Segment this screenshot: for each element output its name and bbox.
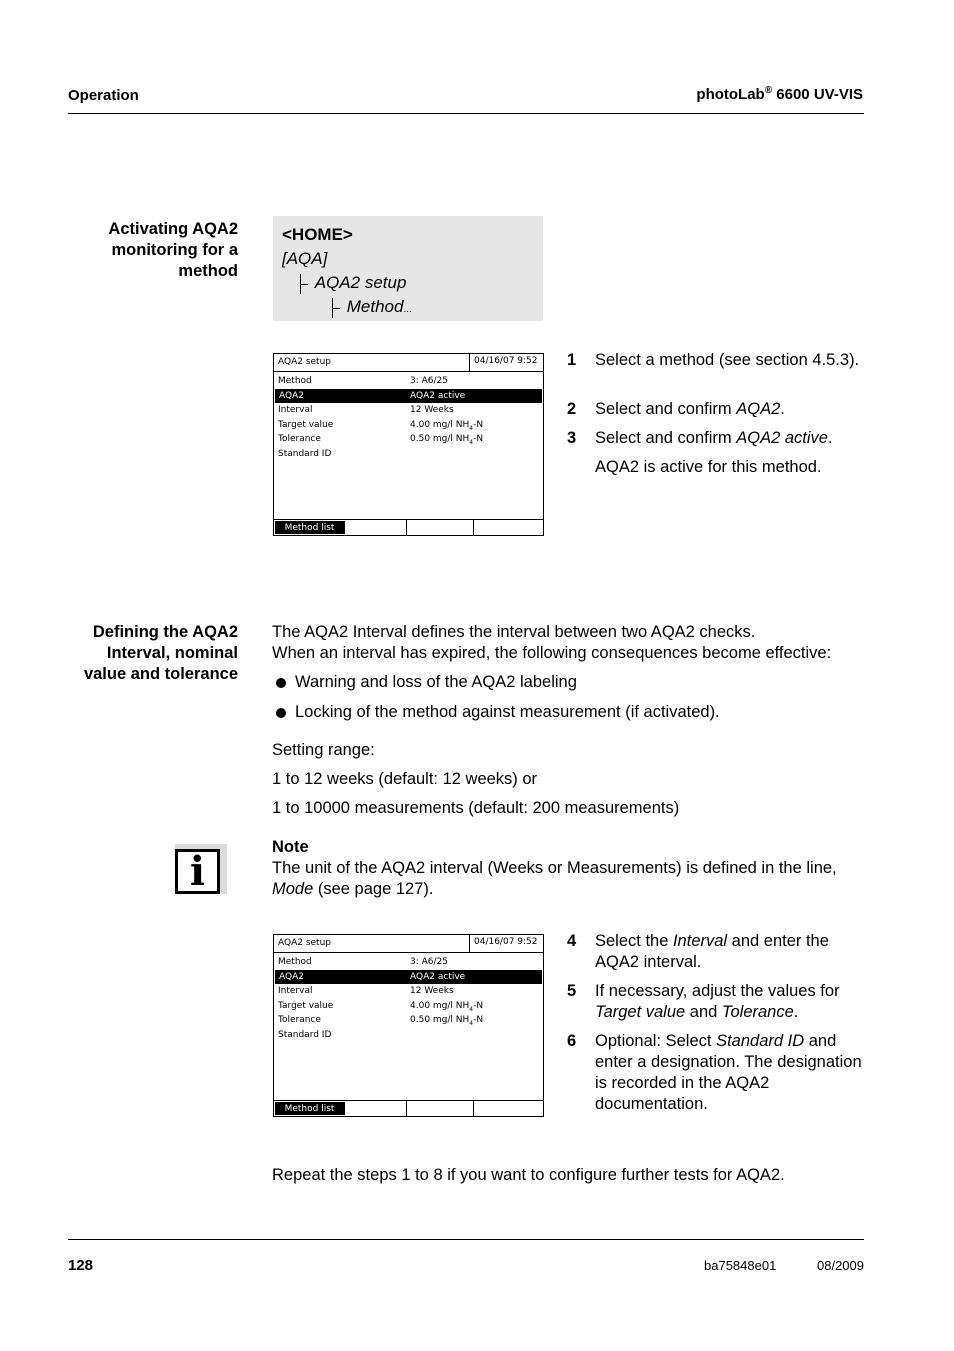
section1-heading-line: method (178, 262, 238, 280)
nav-setup-row (282, 271, 543, 295)
bullet-text: Locking of the method against measurement (if activated). (295, 703, 720, 721)
step-text-italic: AQA2 active (736, 429, 828, 447)
bullet-item (272, 702, 720, 723)
document-date: 08/2009 (817, 1258, 864, 1273)
screen-row-target-value[interactable] (274, 999, 543, 1014)
row-value: AQA2 active (410, 390, 466, 401)
step-text-part: . (793, 1003, 799, 1021)
row-label: Standard ID (278, 448, 332, 459)
row-value-suffix: -N (473, 419, 484, 430)
nav-ellipsis: ... (403, 304, 412, 315)
step-text (595, 399, 867, 420)
step-text-part: Select and confirm (595, 429, 737, 447)
softkey-bar (274, 1100, 543, 1116)
step-text-italic: Target value (595, 1003, 686, 1021)
step-result-text: AQA2 is active for this method. (595, 458, 822, 476)
step-text-part: and enter the AQA2 interval. (595, 932, 829, 971)
softkey-empty[interactable] (345, 520, 407, 535)
step-5 (567, 981, 867, 1023)
repeat-instruction: Repeat the steps 1 to 8 if you want to configure further tests for AQA2. (272, 1166, 785, 1184)
row-value: 3: A6/25 (410, 376, 448, 386)
step-text-part: and (685, 1003, 722, 1021)
screen-title: AQA2 setup (278, 357, 331, 367)
step-number: 4 (567, 932, 577, 950)
softkey-method-list[interactable]: Method list (275, 521, 345, 534)
row-value: 3: A6/25 (410, 957, 448, 967)
note-text: The unit of the AQA2 interval (Weeks or Measurements) is defined in the line, (272, 859, 837, 877)
step-number: 3 (567, 429, 577, 447)
screen-datetime: 04/16/07 9:52 (469, 935, 543, 952)
softkey-empty[interactable] (345, 1101, 407, 1116)
screen-row-method[interactable] (274, 374, 543, 389)
nav-home-key: <HOME> (282, 225, 353, 244)
row-value-suffix: -N (473, 1000, 484, 1011)
section2-heading (60, 622, 238, 685)
softkey-bar (274, 519, 543, 535)
section2-heading-line: Defining the AQA2 (92, 623, 238, 641)
row-value: AQA2 active (410, 971, 466, 982)
step-result (567, 457, 867, 478)
step-text-part: and enter a designation. The designation is recorded in the AQA2 documentation. (595, 1032, 862, 1113)
document-id: ba75848e01 (704, 1258, 777, 1273)
row-value-suffix: -N (473, 1015, 484, 1025)
step-text-part: . (827, 429, 833, 447)
header-brand: photoLab (696, 86, 765, 103)
row-value-sub: 4 (469, 424, 474, 432)
screen-row-standard-id[interactable] (274, 447, 543, 462)
screen-row-interval[interactable] (274, 403, 543, 418)
screen-title-bar (274, 354, 543, 372)
bullet-dot-icon (276, 678, 286, 688)
nav-aqa-menu: [AQA] (282, 249, 328, 268)
setting-range-label: Setting range: (272, 741, 375, 759)
step-text-italic: AQA2 (736, 400, 781, 418)
tree-branch-icon (296, 274, 310, 294)
step-text-italic: Interval (672, 932, 728, 950)
screen-row-aqa2-selected[interactable] (275, 389, 542, 404)
row-value-sub: 4 (469, 438, 474, 446)
row-label: Method (278, 376, 312, 386)
row-label: Target value (278, 419, 334, 430)
row-label: Tolerance (278, 434, 321, 444)
row-value-main: 0.50 mg/l NH (410, 434, 470, 444)
nav-method-row (282, 295, 543, 322)
step-text (595, 981, 867, 1023)
step-number: 5 (567, 982, 577, 1000)
step-1 (567, 350, 867, 371)
softkey-method-list[interactable]: Method list (275, 1102, 345, 1115)
step-text-part: Select the (595, 932, 673, 950)
section1-heading-line: Activating AQA2 (108, 220, 238, 238)
screen-row-method[interactable] (274, 955, 543, 970)
step-text-part: Select and confirm (595, 400, 737, 418)
intro-line-2: When an interval has expired, the following consequences become effective: (272, 644, 832, 662)
bullet-item (272, 672, 577, 693)
note-text-part: (see page 127). (313, 880, 434, 898)
row-value-main: 0.50 mg/l NH (410, 1015, 470, 1025)
row-value-sub: 4 (469, 1005, 474, 1013)
step-number: 2 (567, 400, 577, 418)
row-label: AQA2 (279, 971, 304, 982)
screen-row-tolerance[interactable] (274, 432, 543, 447)
step-text (595, 1031, 867, 1115)
row-value-main: 4.00 mg/l NH (410, 419, 470, 430)
row-value-main: 4.00 mg/l NH (410, 1000, 470, 1011)
step-text (595, 931, 867, 973)
setting-range-measurements: 1 to 10000 measurements (default: 200 measurements) (272, 799, 680, 817)
step-3 (567, 428, 867, 449)
step-text: Select a method (see section 4.5.3). (595, 351, 860, 369)
row-label: Interval (278, 405, 313, 415)
screen-title-bar (274, 935, 543, 953)
step-6 (567, 1031, 867, 1115)
row-value: 12 Weeks (410, 986, 454, 996)
header-model: 6600 UV-VIS (772, 86, 863, 103)
device-screen-1 (273, 353, 544, 536)
intro-line-1: The AQA2 Interval defines the interval between two AQA2 checks. (272, 623, 756, 641)
note-title: Note (272, 838, 309, 856)
header-section-title: Operation (68, 87, 139, 104)
nav-setup-label: AQA2 setup (314, 273, 407, 292)
note-block (272, 837, 872, 900)
section2-heading-line: value and tolerance (83, 665, 238, 683)
bullet-dot-icon (276, 708, 286, 718)
step-number: 1 (567, 351, 577, 369)
softkey-empty[interactable] (407, 1101, 474, 1116)
screen-row-target-value[interactable] (274, 418, 543, 433)
row-label: AQA2 (279, 390, 304, 401)
tree-branch-icon (328, 298, 342, 318)
step-text (595, 428, 867, 449)
header-product-name (696, 85, 863, 103)
row-value-suffix: -N (473, 434, 484, 444)
note-text-2 (272, 879, 872, 900)
header-reg-mark: ® (764, 85, 773, 96)
bullet-text: Warning and loss of the AQA2 labeling (295, 673, 577, 691)
setting-range-weeks: 1 to 12 weeks (default: 12 weeks) or (272, 770, 538, 788)
section1-heading (60, 219, 238, 282)
screen-row-aqa2-selected[interactable] (275, 970, 542, 985)
step-number: 6 (567, 1032, 577, 1050)
device-screen-2 (273, 934, 544, 1117)
screen-row-standard-id[interactable] (274, 1028, 543, 1043)
step-text-italic: Standard ID (716, 1032, 805, 1050)
row-label: Tolerance (278, 1015, 321, 1025)
screen-row-tolerance[interactable] (274, 1013, 543, 1028)
row-value-sub: 4 (469, 1019, 474, 1027)
section1-heading-line: monitoring for a (111, 241, 238, 259)
row-label: Interval (278, 986, 313, 996)
step-text-italic: Tolerance (721, 1003, 794, 1021)
step-2 (567, 399, 867, 420)
screen-title: AQA2 setup (278, 938, 331, 948)
note-text-italic: Mode (272, 880, 314, 898)
step-text-part: If necessary, adjust the values for (595, 982, 840, 1000)
screen-datetime: 04/16/07 9:52 (469, 354, 543, 371)
screen-row-interval[interactable] (274, 984, 543, 999)
row-label: Standard ID (278, 1029, 332, 1040)
info-icon: i (175, 844, 227, 894)
row-value: 12 Weeks (410, 405, 454, 415)
softkey-empty[interactable] (407, 520, 474, 535)
page-number: 128 (68, 1257, 94, 1274)
row-label: Method (278, 957, 312, 967)
step-text-part: . (780, 400, 785, 418)
row-label: Target value (278, 1000, 334, 1011)
section2-heading-line: Interval, nominal (106, 644, 238, 662)
header-rule (68, 113, 864, 114)
step-4 (567, 931, 867, 973)
nav-method-label: Method (346, 297, 404, 316)
footer-rule (68, 1239, 864, 1240)
navigation-path-box (273, 216, 543, 321)
step-text-part: Optional: Select (595, 1032, 717, 1050)
section2-intro (272, 622, 831, 664)
